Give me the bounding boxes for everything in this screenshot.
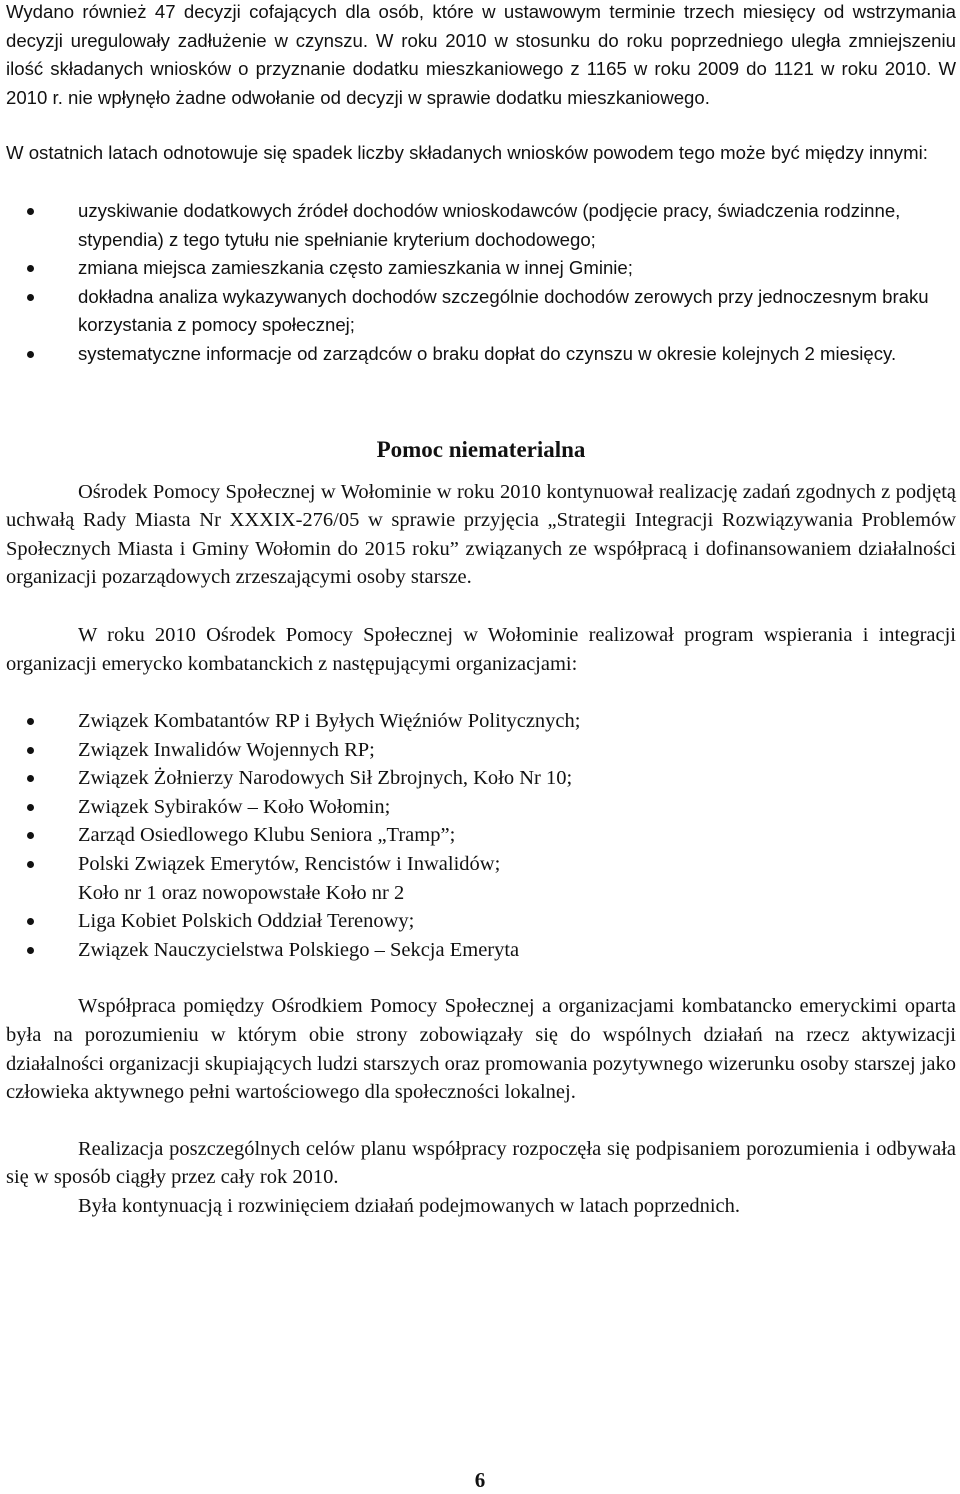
section-paragraph-4: Realizacja poszczególnych celów planu współpracy rozpoczęła się podpisaniem porozumienia i odbywała się w sposób ciągły przez cały rok 2010.: [6, 1137, 956, 1189]
bullet-icon: [27, 265, 34, 272]
organization-list-item: [6, 793, 956, 822]
reason-text: dokładna analiza wykazywanych dochodów szczególnie dochodów zerowych przy jednoczesnym braku korzystania z pomocy społecznej;: [78, 285, 929, 336]
organization-list-item: [6, 850, 956, 907]
intro-paragraph-2: W ostatnich latach odnotowuje się spadek liczby składanych wniosków powodem tego może być między innymi:: [6, 142, 928, 164]
bullet-icon: [27, 718, 34, 725]
organization-name: Liga Kobiet Polskich Oddział Terenowy;: [78, 910, 415, 933]
organization-list-item: [6, 764, 956, 793]
reason-list-item: [6, 197, 956, 254]
organization-list-item: [6, 707, 956, 736]
reason-list-item: [6, 254, 956, 283]
organization-list-item: [6, 907, 956, 936]
organization-list-item: [6, 821, 956, 850]
bullet-icon: [27, 832, 34, 839]
bullet-icon: [27, 918, 34, 925]
organizations-list: [6, 707, 956, 964]
organization-continuation: Koło nr 1 oraz nowopowstałe Koło nr 2: [78, 881, 405, 904]
intro-paragraph-1: Wydano również 47 decyzji cofających dla osób, które w ustawowym terminie trzech miesięcy od wstrzymania decyzji uregulowały zadłużenie w czynszu. W roku 2010 w stosunku do roku poprzedniego uległa zmniejszeniu ilość składanych wniosków o przyznanie dodatku mieszkaniowego z 1165 w roku 2009 do 1121 w roku 2010. W 2010 r. nie wpłynęło żadne odwołanie od decyzji w sprawie dodatku mieszkaniowego.: [6, 1, 956, 108]
reason-text: uzyskiwanie dodatkowych źródeł dochodów wnioskodawców (podjęcie pracy, świadczenia rodzinne, stypendia) z tego tytułu nie spełnianie kryterium dochodowego;: [78, 199, 901, 250]
section-paragraph-1: Ośrodek Pomocy Społecznej w Wołominie w roku 2010 kontynuował realizację zadań zgodnych z podjętą uchwałą Rady Miasta Nr XXXIX-276/05 w sprawie przyjęcia „Strategii Integracji Rozwiązywania Problemów Społecznych Miasta i Gminy Wołomin do 2015 roku” związanych ze współpracą i dofinansowaniem działalności organizacji pozarządowych zrzeszającymi osoby starsze.: [6, 480, 956, 589]
organization-name: Związek Żołnierzy Narodowych Sił Zbrojnych, Koło Nr 10;: [78, 767, 573, 790]
bullet-icon: [27, 947, 34, 954]
reasons-list: [6, 197, 956, 369]
section-paragraph-5: Była kontynuacją i rozwinięciem działań podejmowanych w latach poprzednich.: [78, 1195, 741, 1217]
bullet-icon: [27, 861, 34, 868]
bullet-icon: [27, 804, 34, 811]
bullet-icon: [27, 775, 34, 782]
page-number: 6: [474, 1468, 486, 1492]
reason-text: zmiana miejsca zamieszkania często zamieszkania w innej Gminie;: [78, 257, 633, 279]
organization-list-item: [6, 736, 956, 765]
section-heading: Pomoc niematerialna: [376, 436, 586, 462]
reason-list-item: [6, 283, 956, 340]
section-paragraph-2: W roku 2010 Ośrodek Pomocy Społecznej w Wołominie realizował program wspierania i integracji organizacji emerycko kombatanckich z następującymi organizacjami:: [6, 623, 956, 675]
reason-text: systematyczne informacje od zarządców o braku dopłat do czynszu w okresie kolejnych 2 miesięcy.: [78, 342, 897, 364]
bullet-icon: [27, 208, 34, 215]
organization-name: Związek Nauczycielstwa Polskiego – Sekcja Emeryta: [78, 938, 520, 961]
bullet-icon: [27, 294, 34, 301]
organization-name: Związek Inwalidów Wojennych RP;: [78, 738, 375, 761]
reason-list-item: [6, 340, 956, 369]
organization-name: Polski Związek Emerytów, Rencistów i Inwalidów;: [78, 853, 501, 876]
section-paragraph-3: Współpraca pomiędzy Ośrodkiem Pomocy Społecznej a organizacjami kombatancko emeryckimi oparta była na porozumieniu w którym obie strony zobowiązały się do wspólnych działań na rzecz aktywizacji działalności organizacji skupiających ludzi starszych oraz promowania pozytywnego wizerunku osoby starszej jako człowieka aktywnego pełni wartościowego dla społeczności lokalnej.: [6, 995, 956, 1104]
bullet-icon: [27, 747, 34, 754]
organization-name: Związek Sybiraków – Koło Wołomin;: [78, 795, 391, 818]
organization-name: Zarząd Osiedlowego Klubu Seniora „Tramp”;: [78, 824, 456, 847]
organization-name: Związek Kombatantów RP i Byłych Więźniów Politycznych;: [78, 710, 581, 733]
bullet-icon: [27, 351, 34, 358]
organization-list-item: [6, 936, 956, 965]
